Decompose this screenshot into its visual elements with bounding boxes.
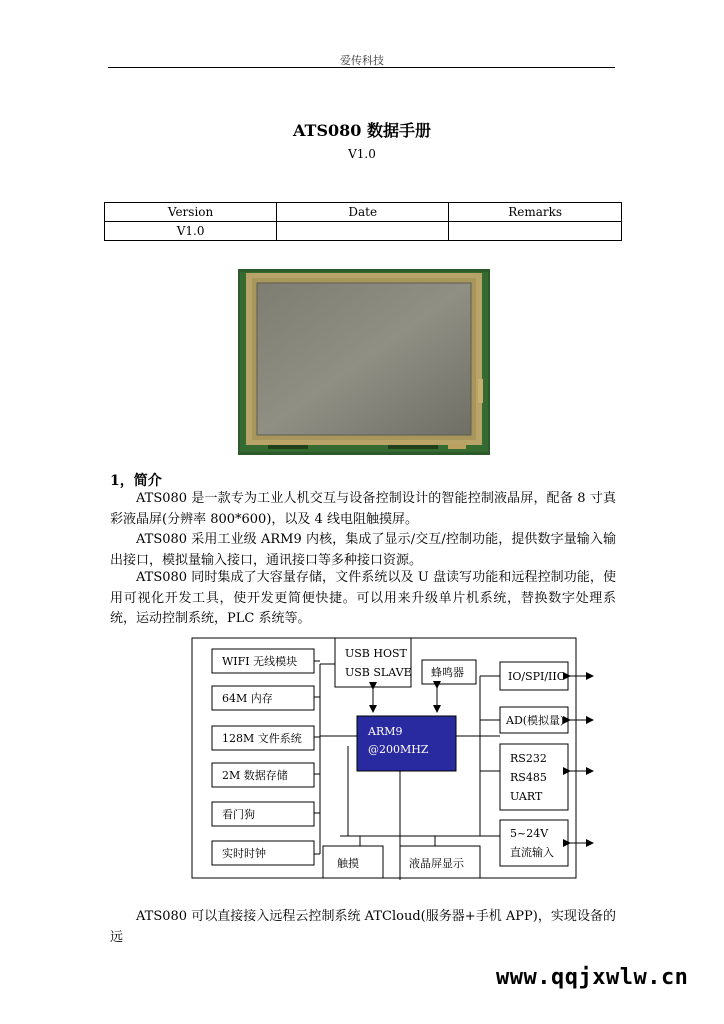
table-header-row (105, 203, 622, 222)
cpu-clock-label: @200MHZ (368, 743, 429, 756)
module-lcd-label: 液晶屏显示 (409, 857, 464, 870)
table-cell-date (277, 222, 449, 241)
serial-rs232-label: RS232 (510, 752, 547, 765)
module-io-label: IO/SPI/IIC (508, 670, 566, 683)
module-ram-label: 64M 内存 (222, 692, 273, 705)
table-header-remarks: Remarks (449, 203, 622, 222)
cpu-label: ARM9 (368, 725, 403, 738)
document-version: V1.0 (348, 147, 376, 161)
section-heading-intro: 1，简介 (110, 473, 162, 489)
watermark: www.qqjxwlw.cn (496, 965, 689, 990)
page-header: 爱传科技 (340, 54, 384, 67)
intro-paragraph-3: ATS080 同时集成了大容量存储，文件系统以及 U 盘读写功能和远程控制功能，使用可视化开发工具，使开发更简便快捷。可以用来升级单片机系统，替换数字处理系统，运动控制系统，PLC 系统等。 (110, 570, 616, 626)
usb-host-label: USB HOST (345, 647, 407, 660)
serial-uart-label: UART (510, 790, 543, 803)
module-wifi-label: WIFI 无线模块 (222, 655, 298, 668)
module-buzzer-label: 蜂鸣器 (431, 666, 464, 679)
table-header-version: Version (105, 203, 277, 222)
module-usb (335, 638, 411, 687)
usb-slave-label: USB SLAVE (345, 666, 412, 679)
block-diagram (190, 636, 596, 882)
module-rtc-label: 实时时钟 (222, 847, 266, 860)
table-header-date: Date (277, 203, 449, 222)
table-cell-remarks (449, 222, 622, 241)
version-table (104, 202, 622, 241)
power-voltage-label: 5~24V (510, 827, 549, 840)
intro-paragraph-2: ATS080 采用工业级 ARM9 内核，集成了显示/交互/控制功能，提供数字量输入输出接口，模拟量输入接口，通讯接口等多种接口资源。 (110, 532, 616, 568)
module-data-storage-label: 2M 数据存储 (222, 769, 288, 782)
module-touch-label: 触摸 (337, 857, 359, 870)
module-watchdog-label: 看门狗 (222, 808, 255, 821)
module-filesystem-label: 128M 文件系统 (222, 732, 302, 745)
serial-rs485-label: RS485 (510, 771, 547, 784)
table-row (105, 222, 622, 241)
intro-paragraph-1: ATS080 是一款专为工业人机交互与设备控制设计的智能控制液晶屏，配备 8 寸真彩液晶屏(分辨率 800*600)，以及 4 线电阻触摸屏。 (110, 491, 616, 527)
table-cell-version: V1.0 (105, 222, 277, 241)
header-rule (108, 67, 615, 68)
product-photo (238, 269, 490, 455)
module-ad-label: AD(模拟量) (506, 714, 565, 727)
intro-paragraph-4: ATS080 可以直接接入远程云控制系统 ATCloud(服务器+手机 APP)，实现设备的远 (110, 909, 616, 945)
document-title: ATS080 数据手册 (293, 121, 431, 140)
power-dc-input-label: 直流输入 (510, 846, 554, 859)
